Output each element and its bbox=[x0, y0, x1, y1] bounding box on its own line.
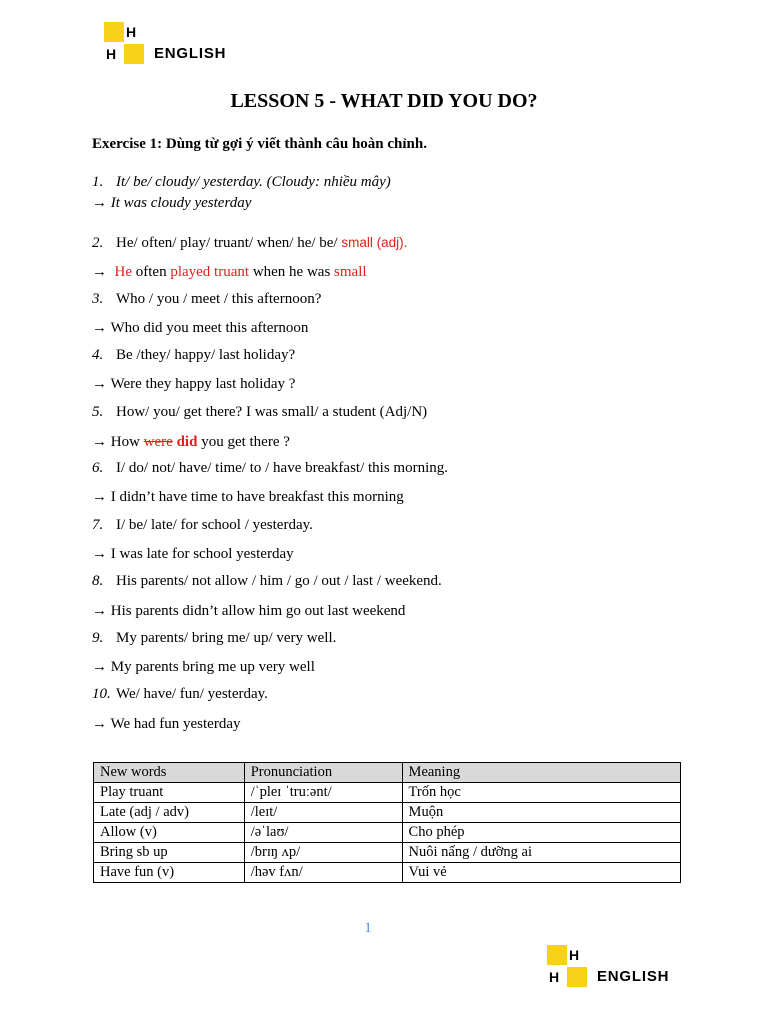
table-row bbox=[94, 783, 681, 803]
vocab-meaning: Trốn học bbox=[402, 783, 680, 803]
answer-6: → I didn’t have time to have breakfast this morning bbox=[92, 489, 404, 505]
vocab-word: Bring sb up bbox=[94, 843, 245, 863]
vocab-pronunciation: /həv fʌn/ bbox=[244, 863, 402, 883]
table-row bbox=[94, 863, 681, 883]
prompt-10: 10. We/ have/ fun/ yesterday. bbox=[92, 686, 268, 702]
exercise-instruction: Exercise 1: Dùng từ gợi ý viết thành câu hoàn chỉnh. bbox=[92, 136, 427, 152]
vocab-word: Allow (v) bbox=[94, 823, 245, 843]
logo-word: ENGLISH bbox=[597, 968, 670, 985]
logo-square-1 bbox=[104, 22, 124, 42]
logo-square-2 bbox=[124, 44, 144, 64]
vocab-table bbox=[93, 762, 681, 883]
prompt-3: 3. Who / you / meet / this afternoon? bbox=[92, 291, 322, 307]
logo-top bbox=[104, 22, 244, 66]
answer-2: → He often played truant when he was small bbox=[92, 264, 367, 280]
answer-9: → My parents bring me up very well bbox=[92, 659, 315, 675]
logo-h-top: H bbox=[569, 947, 580, 963]
answer-10: → We had fun yesterday bbox=[92, 716, 241, 732]
answer-4: → Were they happy last holiday ? bbox=[92, 376, 296, 392]
answer-1: → It was cloudy yesterday bbox=[92, 195, 252, 211]
vocab-word: Play truant bbox=[94, 783, 245, 803]
logo-h-left: H bbox=[106, 46, 117, 62]
vocab-pronunciation: /ˈpleɪ ˈtruːənt/ bbox=[244, 783, 402, 803]
logo-bottom bbox=[547, 945, 687, 989]
answer-3: → Who did you meet this afternoon bbox=[92, 320, 309, 336]
vocab-meaning: Vui vẻ bbox=[402, 863, 680, 883]
logo-h-top: H bbox=[126, 24, 137, 40]
table-row bbox=[94, 843, 681, 863]
vocab-header-row bbox=[94, 763, 681, 783]
table-row bbox=[94, 803, 681, 823]
answer-8: → His parents didn’t allow him go out last weekend bbox=[92, 603, 406, 619]
vocab-pronunciation: /əˈlaʊ/ bbox=[244, 823, 402, 843]
vocab-meaning: Nuôi nấng / dưỡng ai bbox=[402, 843, 680, 863]
logo-h-left: H bbox=[549, 969, 560, 985]
page-title: LESSON 5 - WHAT DID YOU DO? bbox=[230, 90, 538, 112]
vocab-word: Have fun (v) bbox=[94, 863, 245, 883]
prompt-1: 1. It/ be/ cloudy/ yesterday. (Cloudy: nhiều mây) bbox=[92, 174, 391, 190]
prompt-7: 7. I/ be/ late/ for school / yesterday. bbox=[92, 517, 313, 533]
logo-square-1 bbox=[547, 945, 567, 965]
vocab-meaning: Cho phép bbox=[402, 823, 680, 843]
prompt-5: 5. How/ you/ get there? I was small/ a student (Adj/N) bbox=[92, 404, 428, 420]
page-number: 1 bbox=[364, 920, 372, 936]
prompt-6: 6. I/ do/ not/ have/ time/ to / have breakfast/ this morning. bbox=[92, 460, 449, 476]
answer-5: → How were did you get there ? bbox=[92, 434, 290, 450]
prompt-4: 4. Be /they/ happy/ last holiday? bbox=[92, 347, 296, 363]
header-meaning: Meaning bbox=[402, 763, 680, 783]
prompt-2: 2. He/ often/ play/ truant/ when/ he/ be/ small (adj). bbox=[92, 235, 408, 251]
header-pronunciation: Pronunciation bbox=[244, 763, 402, 783]
header-new-words: New words bbox=[94, 763, 245, 783]
vocab-pronunciation: /brɪŋ ʌp/ bbox=[244, 843, 402, 863]
prompt-9: 9. My parents/ bring me/ up/ very well. bbox=[92, 630, 337, 646]
vocab-word: Late (adj / adv) bbox=[94, 803, 245, 823]
logo-square-2 bbox=[567, 967, 587, 987]
table-row bbox=[94, 823, 681, 843]
answer-7: → I was late for school yesterday bbox=[92, 546, 294, 562]
prompt-8: 8. His parents/ not allow / him / go / out / last / weekend. bbox=[92, 573, 442, 589]
vocab-meaning: Muộn bbox=[402, 803, 680, 823]
logo-word: ENGLISH bbox=[154, 45, 227, 62]
vocab-pronunciation: /leɪt/ bbox=[244, 803, 402, 823]
